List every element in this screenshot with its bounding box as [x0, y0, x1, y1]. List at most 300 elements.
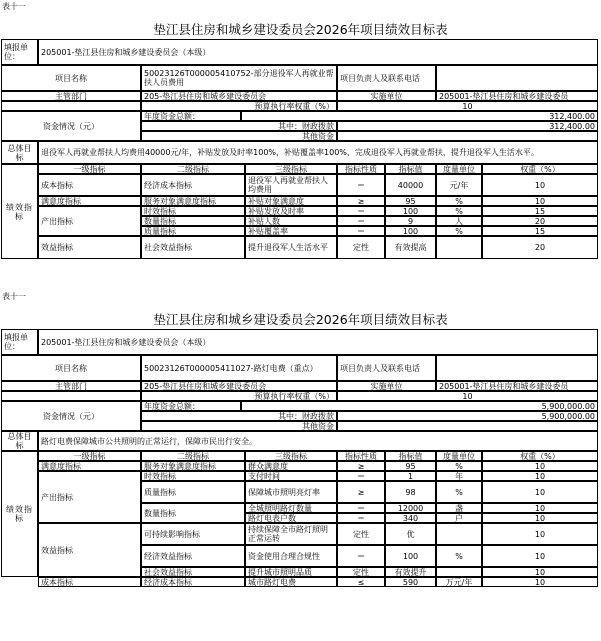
fund-label [1, 401, 141, 431]
level3-header [245, 164, 337, 174]
other-label-text: 其他资金 [302, 131, 334, 141]
level3-indicator-text: 补贴人数 [248, 216, 280, 226]
indicator-unit-text: % [455, 226, 463, 236]
indicator-unit [436, 523, 482, 545]
dept-label-text: 主管部门 [55, 91, 87, 101]
fill-unit-label-text: 填报单位： [4, 43, 28, 61]
indicator-value-text: 95 [405, 461, 416, 471]
indicator-unit [436, 461, 482, 471]
indicator-value-text: 100 [402, 551, 419, 561]
overall-label [1, 431, 38, 451]
indicator-value-text: 95 [405, 196, 416, 206]
fill-unit-label [1, 39, 38, 65]
dept-value [141, 381, 337, 391]
indicator-weight [482, 216, 598, 226]
level3-indicator [245, 206, 337, 216]
level2-header [141, 451, 245, 461]
indicator-weight-text: 10 [534, 567, 546, 577]
indicator-nature-text: 定性 [353, 567, 369, 577]
level1-output-text: 产出指标 [41, 492, 73, 502]
indicator-nature-text: ＝ [357, 180, 365, 190]
overall-label [1, 141, 38, 164]
indicator-weight-text: 10 [534, 461, 546, 471]
indicator-nature-text: ＝ [357, 226, 365, 236]
nature-header-text: 指标性质 [345, 451, 377, 461]
annual-label-text: 年度资金总额： [144, 111, 200, 121]
indicator-unit [436, 481, 482, 503]
annual-value [241, 401, 598, 411]
level3-indicator [245, 503, 337, 513]
indicator-nature [337, 471, 385, 481]
level1-benefit [38, 523, 141, 577]
fund-label-text: 资金情况（元） [43, 411, 99, 421]
level2-economic-cost-text: 经济成本指标 [144, 577, 192, 587]
level2-economic-cost [141, 577, 245, 587]
level2-service-satisfaction [141, 196, 245, 206]
indicator-nature-text: ＝ [357, 513, 365, 523]
indicator-nature-text: ≥ [357, 196, 365, 206]
fiscal-value [337, 121, 598, 131]
indicator-value [385, 206, 436, 216]
indicator-unit [436, 567, 482, 577]
unit-header [436, 451, 482, 461]
level2-economic-benefit [141, 545, 245, 567]
level2-quantity [141, 216, 245, 226]
level3-indicator [245, 174, 337, 196]
value-header-text: 指标值 [398, 451, 423, 461]
leader-label [337, 65, 436, 91]
indicator-value [385, 523, 436, 545]
exec-rate-label-text: 预算执行率权重（%） [254, 101, 334, 111]
indicator-nature [337, 503, 385, 513]
indicator-unit [436, 206, 482, 216]
project-name-value [141, 65, 337, 91]
level2-social-benefit-text: 社会效益指标 [144, 243, 192, 252]
annual-label [141, 401, 241, 411]
fill-unit-value [38, 39, 598, 65]
indicator-nature-text: ＝ [357, 206, 365, 216]
weight-header [482, 451, 598, 461]
indicator-unit [436, 545, 482, 567]
indicator-value [385, 471, 436, 481]
indicator-value [385, 513, 436, 523]
indicator-weight [482, 567, 598, 577]
indicator-value [385, 481, 436, 503]
level3-indicator-text: 全城照明路灯数量 [248, 503, 312, 513]
indicator-unit [436, 577, 482, 587]
exec-rate-label [141, 391, 337, 401]
indicator-unit-text: % [455, 487, 463, 497]
level1-cost-text: 成本指标 [41, 180, 73, 190]
project-name-label [1, 355, 141, 381]
weight-header-text: 权重（%） [520, 451, 560, 461]
fiscal-value [337, 411, 598, 421]
impl-value [436, 381, 598, 391]
indicator-weight [482, 206, 598, 216]
level3-indicator-text: 提升城市照明品质 [248, 567, 312, 577]
level3-indicator [245, 471, 337, 481]
indicator-nature-text: ＝ [357, 471, 365, 481]
indicator-unit [436, 513, 482, 523]
exec-rate-value-text: 10 [462, 391, 473, 401]
level2-quality [141, 481, 245, 503]
impl-value-text: 205001-垫江县住房和城乡建设委员 [439, 91, 569, 101]
indicator-weight-text: 10 [534, 196, 546, 206]
level1-output-text: 产出指标 [41, 216, 73, 226]
level3-indicator [245, 461, 337, 471]
value-header [385, 164, 436, 174]
indicator-nature-text: ≥ [357, 461, 365, 471]
indicator-nature [337, 513, 385, 523]
indicator-value [385, 216, 436, 226]
indicator-weight-text: 10 [534, 513, 546, 523]
indicator-value [385, 174, 436, 196]
indicator-weight-text: 10 [534, 577, 546, 587]
indicator-nature [337, 226, 385, 236]
indicator-nature-text: ＝ [357, 551, 365, 561]
level2-sustainability [141, 523, 245, 545]
indicator-unit-text: 万元/年 [445, 577, 473, 587]
impl-label [337, 381, 436, 391]
level3-indicator [245, 196, 337, 206]
indicator-weight [482, 461, 598, 471]
level3-indicator-text: 资金使用合理合规性 [248, 551, 320, 561]
indicator-nature [337, 567, 385, 577]
indicator-unit-text: % [455, 206, 463, 216]
leader-label-text: 项目负责人及联系电话 [340, 363, 420, 373]
level2-quantity-text: 数量指标 [144, 508, 176, 518]
indicator-nature [337, 577, 385, 587]
project-name-value-text: 50023126T000005411027-路灯电费（重点） [144, 363, 318, 373]
fiscal-label [141, 411, 337, 421]
impl-label-text: 实施单位 [370, 381, 403, 391]
fiscal-label-text: 其中：财政拨款 [278, 411, 334, 421]
level3-indicator-text: 持续保障全市路灯照明正常运转 [248, 525, 328, 543]
indicator-value-text: 有效提升 [394, 567, 427, 577]
level1-satisfaction [38, 196, 141, 206]
level3-indicator-text: 补贴对象满意度 [248, 196, 304, 206]
indicator-weight-text: 15 [534, 226, 546, 236]
indicator-weight [482, 174, 598, 196]
fiscal-value-text: 5,900,000.00 [541, 411, 595, 421]
level3-indicator-text: 补贴发放及时率 [248, 206, 304, 216]
indicator-value [385, 226, 436, 236]
indicator-value-text: 100 [402, 206, 419, 216]
overall-value-text: 路灯电费保障城市公共照明的正常运行，保障市民出行安全。 [41, 436, 257, 446]
indicator-nature [337, 461, 385, 471]
level1-header [38, 164, 141, 174]
indicator-nature-text: ≤ [357, 577, 365, 587]
indicator-value-text: 98 [405, 487, 416, 497]
indicator-weight-text: 10 [534, 503, 546, 513]
indicator-weight [482, 523, 598, 545]
indicator-value [385, 545, 436, 567]
project-name-value-text: 50023126T000005410752-部分退役军人再就业帮扶人员费用 [144, 69, 334, 87]
other-value [337, 131, 598, 141]
exec-rate-value [337, 391, 598, 401]
indicator-unit [436, 503, 482, 513]
indicator-nature [337, 196, 385, 206]
indicator-unit-text: 元/年 [449, 180, 469, 190]
exec-rate-value-text: 10 [462, 101, 473, 111]
dept-label [1, 381, 141, 391]
indicator-nature-text: ＝ [357, 216, 365, 226]
indicator-weight-text: 15 [534, 206, 546, 216]
level3-indicator-text: 支付时间 [248, 471, 280, 481]
level3-indicator [245, 481, 337, 503]
level3-indicator [245, 567, 337, 577]
indicator-nature [337, 545, 385, 567]
fund-label-text: 资金情况（元） [43, 121, 99, 131]
level1-output [38, 206, 141, 236]
fill-unit-label-text: 填报单位： [4, 333, 28, 351]
level2-service-satisfaction-text: 服务对象满意度指标 [144, 461, 216, 471]
fiscal-label [141, 121, 337, 131]
weight-header-text: 权重（%） [520, 164, 560, 174]
indicator-weight-text: 10 [534, 551, 546, 561]
leader-value [436, 355, 598, 381]
level1-satisfaction-text: 满意度指标 [41, 461, 81, 471]
impl-label-text: 实施单位 [370, 91, 403, 101]
indicator-unit-text: % [455, 196, 463, 206]
level3-indicator-text: 退役军人再就业帮扶人均费用 [248, 176, 328, 194]
level2-social-benefit-text: 社会效益指标 [144, 567, 192, 577]
dept-value-text: 205-垫江县住房和城乡建设委员会 [144, 91, 267, 101]
level1-satisfaction [38, 461, 141, 471]
level1-cost-text: 成本指标 [41, 577, 73, 587]
level1-output [38, 471, 141, 523]
overall-label-text: 总体目标 [7, 143, 32, 162]
overall-value [38, 431, 598, 451]
level2-quality-text: 质量指标 [144, 226, 176, 236]
indicator-nature-text: ≥ [357, 487, 365, 497]
indicator-unit [436, 226, 482, 236]
project-name-label-text: 项目名称 [55, 363, 87, 373]
fiscal-label-text: 其中：财政拨款 [278, 121, 334, 131]
indicator-unit [436, 471, 482, 481]
table-tag: 表十一 [2, 2, 26, 11]
indicator-value-text: 340 [402, 513, 419, 523]
dept-label-text: 主管部门 [55, 381, 87, 391]
level2-service-satisfaction-text: 服务对象满意度指标 [144, 196, 216, 206]
indicator-value [385, 577, 436, 587]
indicator-value [385, 503, 436, 513]
level2-economic-benefit-text: 经济效益指标 [144, 551, 192, 561]
level1-cost [38, 577, 141, 587]
indicator-value [385, 196, 436, 206]
overall-value [38, 141, 598, 164]
indicator-unit [436, 174, 482, 196]
level3-header-text: 三级指标 [275, 451, 307, 461]
indicator-weight [482, 196, 598, 206]
indicator-weight [482, 471, 598, 481]
level1-cost [38, 174, 141, 196]
indicator-value [385, 567, 436, 577]
indicator-weight-text: 20 [534, 216, 546, 226]
indicator-unit-text: 盏 [455, 503, 463, 513]
perf-label-text: 绩效指标 [6, 202, 33, 221]
leader-label [337, 355, 436, 381]
table-title: 垫江县住房和城乡建设委员会2026年项目绩效目标表 [153, 312, 448, 327]
level2-timeliness [141, 471, 245, 481]
fund-label [1, 111, 141, 141]
level3-indicator-text: 补贴覆盖率 [248, 226, 288, 236]
exec-blank [1, 101, 141, 111]
leader-value [436, 65, 598, 91]
indicator-weight [482, 545, 598, 567]
indicator-weight-text: 20 [534, 243, 546, 252]
unit-header-text: 度量单位 [443, 451, 475, 461]
dept-label [1, 91, 141, 101]
level2-social-benefit [141, 567, 245, 577]
indicator-nature [337, 481, 385, 503]
indicator-weight [482, 513, 598, 523]
level3-indicator-text: 保障城市照明亮灯率 [248, 487, 320, 497]
dept-value [141, 91, 337, 101]
indicator-value-text: 590 [402, 577, 419, 587]
level3-indicator [245, 236, 337, 259]
indicator-weight [482, 503, 598, 513]
level2-sustainability-text: 可持续影响指标 [144, 529, 200, 539]
level2-header-text: 二级指标 [177, 451, 209, 461]
indicator-value-text: 1 [407, 471, 414, 481]
indicator-weight-text: 10 [534, 471, 546, 481]
level3-indicator [245, 226, 337, 236]
level3-indicator [245, 577, 337, 587]
indicator-value-text: 12000 [397, 503, 424, 513]
annual-label-text: 年度资金总额： [144, 401, 200, 411]
indicator-value-text: 40000 [397, 180, 424, 190]
indicator-unit-text: 人 [455, 216, 463, 226]
level3-indicator [245, 513, 337, 523]
level3-indicator-text: 城市路灯电费 [248, 577, 296, 587]
weight-header [482, 164, 598, 174]
table-title: 垫江县住房和城乡建设委员会2026年项目绩效目标表 [153, 22, 448, 37]
level1-header-text: 一级指标 [73, 164, 106, 174]
overall-label-text: 总体目标 [7, 432, 32, 450]
nature-header [337, 451, 385, 461]
indicator-value [385, 461, 436, 471]
level2-service-satisfaction [141, 461, 245, 471]
level1-benefit [38, 236, 141, 259]
annual-label [141, 111, 241, 121]
nature-header [337, 164, 385, 174]
indicator-value [385, 236, 436, 259]
indicator-unit-text: 户 [455, 513, 463, 523]
annual-value-text: 312,400.00 [549, 111, 595, 121]
impl-value [436, 91, 598, 101]
other-value [337, 421, 598, 431]
level3-indicator [245, 523, 337, 545]
indicator-unit-text: 年 [455, 471, 463, 481]
level2-timeliness-text: 时效指标 [144, 206, 176, 216]
perf-label-text: 绩效指标 [6, 505, 33, 523]
level2-timeliness [141, 206, 245, 216]
level3-indicator-text: 群众满意度 [248, 461, 288, 471]
other-label [141, 131, 337, 141]
level2-timeliness-text: 时效指标 [144, 471, 176, 481]
indicator-nature [337, 216, 385, 226]
perf-label [1, 451, 38, 577]
indicator-value-text: 100 [402, 226, 419, 236]
level1-satisfaction-text: 满意度指标 [41, 196, 81, 206]
fill-unit-value [38, 329, 598, 355]
level2-quality-text: 质量指标 [144, 487, 176, 497]
indicator-nature-text: 定性 [353, 529, 369, 539]
annual-value [241, 111, 598, 121]
level2-quality [141, 226, 245, 236]
level3-indicator-text: 提升退役军人生活水平 [248, 243, 328, 252]
indicator-nature-text: 定性 [353, 243, 369, 252]
indicator-value-text: 9 [407, 216, 414, 226]
level3-indicator [245, 545, 337, 567]
level1-header-text: 一级指标 [73, 451, 106, 461]
project-name-value [141, 355, 337, 381]
fill-unit-label [1, 329, 38, 355]
level2-quantity-text: 数量指标 [144, 216, 176, 226]
level3-header [245, 451, 337, 461]
indicator-unit [436, 216, 482, 226]
value-header [385, 451, 436, 461]
level2-quantity [141, 503, 245, 523]
other-label [141, 421, 337, 431]
indicator-weight-text: 10 [534, 180, 546, 190]
fiscal-value-text: 312,400.00 [549, 121, 595, 131]
indicator-nature-text: ＝ [357, 503, 365, 513]
leader-label-text: 项目负责人及联系电话 [340, 73, 420, 83]
indicator-value-text: 有效提高 [394, 243, 427, 252]
level3-header-text: 三级指标 [275, 164, 307, 174]
indicator-unit [436, 196, 482, 206]
indicator-unit-text: % [455, 461, 463, 471]
level2-header [141, 164, 245, 174]
indicator-nature [337, 236, 385, 259]
table-tag: 表十一 [2, 292, 26, 301]
indicator-nature [337, 174, 385, 196]
indicator-value-text: 优 [406, 529, 415, 539]
level1-header [38, 451, 141, 461]
indicator-weight-text: 10 [534, 487, 546, 497]
indicator-weight-text: 10 [534, 529, 546, 539]
level2-economic-cost [141, 174, 245, 196]
fill-unit-value-text: 205001-垫江县住房和城乡建设委员会（本级） [41, 337, 211, 347]
dept-value-text: 205-垫江县住房和城乡建设委员会 [144, 381, 267, 391]
exec-blank [1, 391, 141, 401]
exec-rate-label-text: 预算执行率权重（%） [254, 391, 334, 401]
level2-header-text: 二级指标 [177, 164, 209, 174]
project-name-label-text: 项目名称 [55, 73, 87, 83]
indicator-weight [482, 481, 598, 503]
fill-unit-value-text: 205001-垫江县住房和城乡建设委员会（本级） [41, 47, 211, 57]
level3-indicator-text: 路灯电表户数 [248, 513, 296, 523]
level1-benefit-text: 效益指标 [41, 545, 73, 555]
level2-social-benefit [141, 236, 245, 259]
level2-economic-cost-text: 经济成本指标 [144, 180, 192, 190]
other-label-text: 其他资金 [302, 421, 334, 431]
impl-label [337, 91, 436, 101]
level3-indicator [245, 216, 337, 226]
unit-header [436, 164, 482, 174]
unit-header-text: 度量单位 [443, 164, 475, 174]
value-header-text: 指标值 [398, 164, 423, 174]
project-name-label [1, 65, 141, 91]
indicator-weight [482, 236, 598, 259]
indicator-nature [337, 206, 385, 216]
exec-rate-value [337, 101, 598, 111]
indicator-nature [337, 523, 385, 545]
indicator-unit [436, 236, 482, 259]
annual-value-text: 5,900,000.00 [541, 401, 595, 411]
